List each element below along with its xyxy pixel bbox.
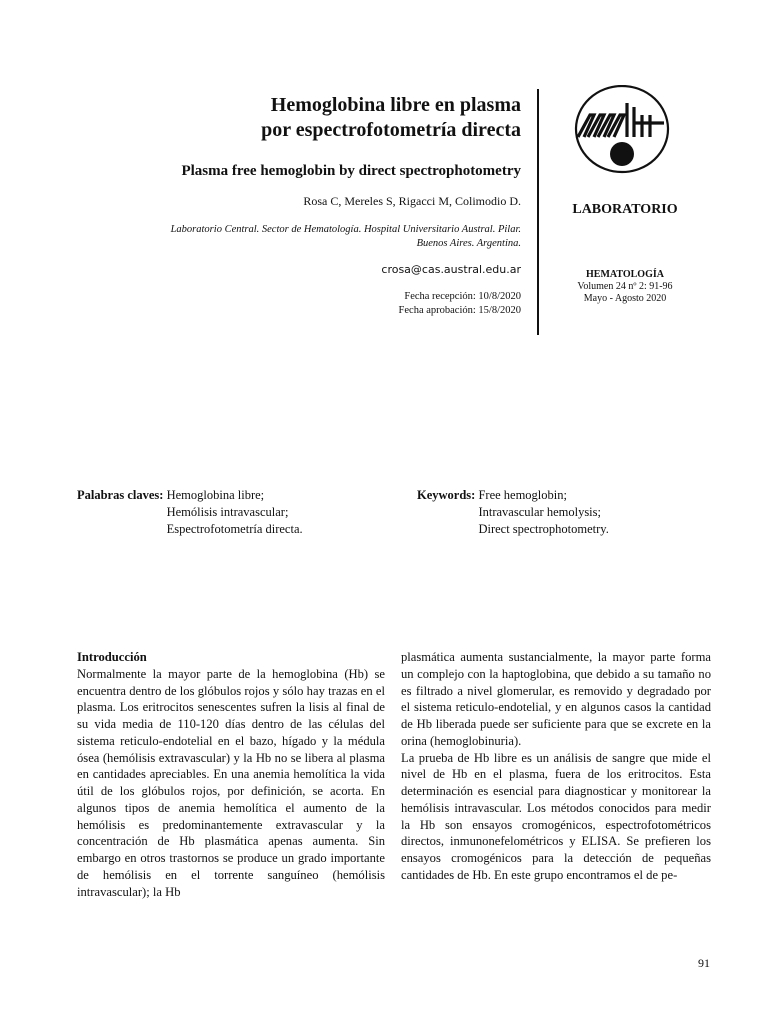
email-link[interactable]: crosa@cas.austral.edu.ar (381, 263, 521, 276)
journal-name: HEMATOLOGÍA (586, 269, 664, 280)
affiliation (60, 223, 521, 251)
title-line-2: por espectrofotometría directa (261, 119, 521, 141)
keywords-en-label: Keywords: (417, 488, 479, 502)
header-divider (537, 89, 539, 335)
section-heading: Introducción (77, 650, 147, 664)
journal-volume: Volumen 24 nº 2: 91-96 (577, 281, 673, 292)
journal-period: Mayo - Agosto 2020 (583, 293, 667, 304)
section-label: LABORATORIO (572, 202, 678, 217)
body-column-left (77, 649, 385, 900)
keyword-en-item: Free hemoglobin; (478, 488, 567, 502)
article-subtitle: Plasma free hemoglobin by direct spectrophotometry (181, 163, 521, 179)
received-date: Fecha recepción: 10/8/2020 (404, 291, 521, 302)
journal-info (555, 269, 695, 305)
approved-date: Fecha aprobación: 15/8/2020 (398, 305, 521, 316)
article-header (60, 93, 521, 318)
keywords-es-list (167, 487, 303, 538)
keyword-es-item: Hemólisis intravascular; (166, 505, 289, 519)
keyword-en-item: Direct spectrophotometry. (478, 522, 609, 536)
keywords-en-list (478, 487, 608, 538)
paragraph: Normalmente la mayor parte de la hemoglobina (Hb) se encuentra dentro de los glóbulos rojos y sólo hay trazas en el plasma. Los eritrocitos senescentes sufren la lisis al final de su vida media de 110-120 días dentro de las células del sistema reticulo-endotelial en el bazo, hígado y la médula ósea (hemólisis extravascular) y la Hb no se libera al plasma en cantidades apreciables. En una anemia hemolítica la vida útil de los glóbulos rojos, por definición, se acorta. En algunos tipos de anemia hemolítica el aumento de la hemólisis es predominantemente extravascular y la concentración de Hb plasmática apenas aumenta. Sin embargo en otros trastornos se produce un grado importante de hemólisis en el torrente sanguíneo (hemólisis intravascular); la Hb (77, 666, 385, 899)
title-line-1: Hemoglobina libre en plasma (270, 94, 521, 116)
paragraph: plasmática aumenta sustancialmente, la mayor parte forma un complejo con la haptoglobina, que debido a su tamaño no es filtrado a nivel glomerular, es removido y degradado por el sistema reticulo-endotelial, y en algunos casos la cantidad de Hb liberada puede ser suficiente para que se excrete en la orina (hemoglobinuria). (401, 650, 711, 748)
page-number: 91 (698, 956, 710, 970)
body-column-right (401, 649, 711, 884)
paragraph: La prueba de Hb libre es un análisis de sangre que mide el nivel de Hb en el plasma, fuera de los eritrocitos. Esta determinación es esencial para diagnosticar y monitorear la hemólisis intravascular. Los métodos conocidos para medir la Hb son ensayos cromogénicos, espectrofotométricos directos, inmunonefelométricos y ELISA. Se prefieren los ensayos cromogénicos para la detección de pequeñas cantidades de Hb. En este grupo encontramos el de pe- (401, 750, 711, 882)
authors: Rosa C, Mereles S, Rigacci M, Colimodio D. (303, 194, 521, 208)
dates (60, 290, 521, 318)
article-title (60, 93, 521, 143)
keywords-es-label: Palabras claves: (77, 488, 167, 502)
keyword-en-item: Intravascular hemolysis; (478, 505, 601, 519)
affiliation-line-2: Buenos Aires. Argentina. (416, 238, 521, 249)
keyword-es-item: Espectrofotometría directa. (166, 522, 303, 536)
keywords-en (417, 487, 609, 538)
keyword-es-item: Hemoglobina libre; (166, 488, 265, 502)
affiliation-line-1: Laboratorio Central. Sector de Hematología. Hospital Universitario Austral. Pilar. (170, 224, 521, 235)
society-logo-icon (572, 85, 672, 180)
keywords-es (77, 487, 303, 538)
